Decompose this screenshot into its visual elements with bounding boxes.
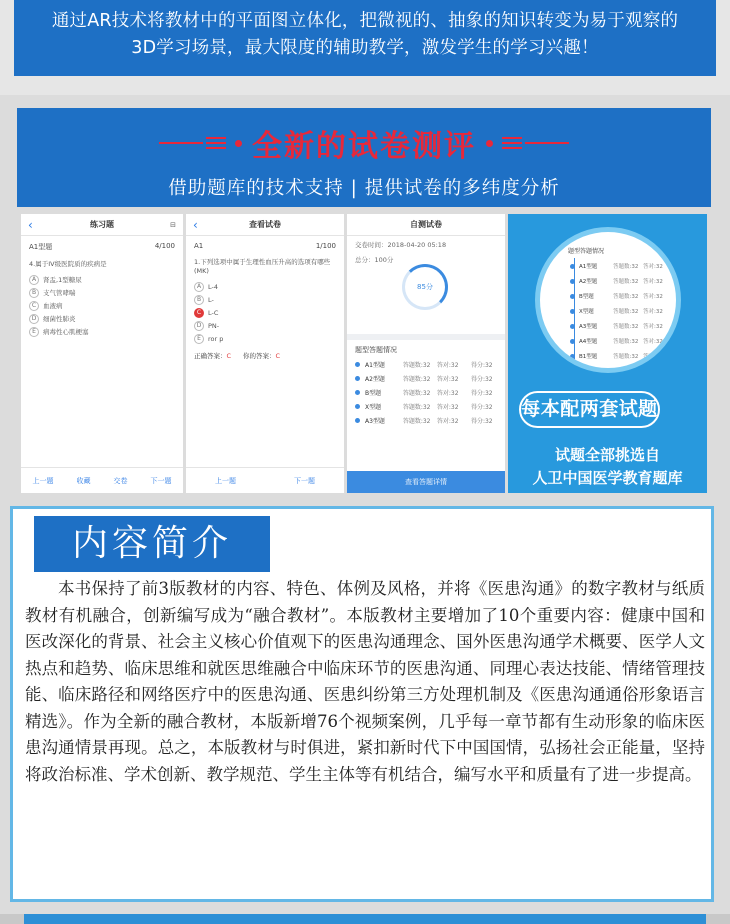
review-footer	[186, 467, 344, 493]
intro-box	[10, 506, 714, 902]
favorite-button[interactable]: 收藏	[76, 476, 91, 485]
exam-header	[17, 108, 711, 207]
table-row: A3型题 答题数:32 答对:32 得分:32	[347, 413, 505, 427]
result-date: 交卷时间：2018-04-20 05:18	[355, 241, 447, 249]
review-info-row	[186, 236, 344, 252]
review-option-d: D PN-	[186, 319, 344, 332]
list-item: A2型题 答题数:32 答对:32	[570, 275, 673, 287]
promo-panel	[508, 214, 707, 493]
ar-banner	[14, 0, 716, 76]
option-b[interactable]: B 支气管哮喘	[21, 286, 183, 299]
back-icon[interactable]: ‹	[193, 218, 198, 232]
your-answer: 你的答案：C	[243, 352, 281, 360]
intro-section	[0, 500, 730, 924]
list-item: B型题 答题数:32 答对:32	[570, 290, 673, 302]
answer-row	[186, 345, 344, 366]
correct-answer: 正确答案：C	[194, 352, 232, 360]
option-e[interactable]: E 病毒性心肌梗塞	[21, 325, 183, 338]
option-d[interactable]: D 细菌性肺炎	[21, 312, 183, 325]
prev-button[interactable]: 上一题	[32, 476, 54, 485]
review-option-list	[186, 280, 344, 345]
ar-banner-line1: 通过AR技术将教材中的平面图立体化，把微视的、抽象的知识转变为易于观察的	[51, 11, 679, 31]
submit-button[interactable]: 交卷	[113, 476, 128, 485]
list-item: A3型题 答题数:32 答对:32	[570, 320, 673, 332]
exam-section	[0, 95, 730, 500]
table-row: B型题 答题数:32 答对:32 得分:32	[347, 385, 505, 399]
intro-title: 内容简介	[34, 516, 270, 572]
review-next-button[interactable]: 下一题	[294, 476, 315, 485]
option-c[interactable]: C 血液病	[21, 299, 183, 312]
result-total: 总分：100分	[355, 256, 394, 264]
review-question: 1.下列选项中属于生理性血压升高的选项有哪些(MK)	[194, 258, 331, 275]
question-text: 4.属于IV级医院质的疾病是	[29, 260, 107, 268]
ar-banner-line2: 3D学习场景，最大限度的辅助教学，激发学生的学习兴趣！	[131, 38, 599, 58]
question-type: A1型题	[29, 243, 53, 251]
promo-line2: 人卫中国医学教育题库	[532, 469, 683, 487]
screenshot-row	[21, 214, 707, 493]
review-prev-button[interactable]: 上一题	[215, 476, 236, 485]
type-analysis	[347, 334, 505, 427]
exam-title: 全新的试卷测评	[252, 129, 476, 164]
promo-line1: 试题全部挑选自	[554, 446, 660, 464]
list-item: X型题 答题数:32 答对:32	[570, 305, 673, 317]
practice-header	[21, 214, 183, 236]
review-progress: 1/100	[315, 242, 336, 250]
table-row: X型题 答题数:32 答对:32 得分:32	[347, 399, 505, 413]
score-value: 85分	[417, 283, 433, 291]
bottom-banner-edge	[24, 914, 706, 924]
list-item: B1型题 答题数:32 答对:32	[570, 350, 673, 362]
list-item: A4型题 答题数:32 答对:32	[570, 335, 673, 347]
next-button[interactable]: 下一题	[150, 476, 172, 485]
analysis-title: 题型答题情况	[355, 346, 397, 354]
result-title: 自测试卷	[410, 220, 442, 229]
review-title: 查看试卷	[249, 220, 281, 229]
practice-screen	[21, 214, 183, 493]
title-decoration-left	[159, 137, 248, 149]
question-progress: 4/100	[154, 242, 175, 250]
intro-text: 本书保持了前3版教材的内容、特色、体例及风格，并将《医患沟通》的数字教材与纸质教材有机融合，创新编写成为“融合教材”。本版教材主要增加了10个重要内容：健康中国和医改深化的背景、社会主义核心价值观下的医患沟通理念、国外医患沟通学术概要、医学人文热点和趋势、临床思维和就医思维融合中临床环节的医患沟通、同理心表达技能、情绪管理技能、临床路径和网络医疗中的医患沟通、医患纠纷第三方处理机制及《医患沟通通俗形象语言精选》。作为全新的融合教材，本版新增76个视频案例，几乎每一章节都有生动形象的临床医患沟通情景再现。总之，本版教材与时俱进，紧扣新时代下中国国情，弘扬社会正能量，坚持将政治标准、学术创新、教学规范、学生主体等有机结合，编写水平和质量有了进一步提高。	[25, 579, 705, 784]
list-item: A1型题 答题数:32 答对:32	[570, 260, 673, 272]
review-option-c: C L-C	[186, 306, 344, 319]
menu-icon[interactable]: ⊟	[170, 221, 176, 229]
title-decoration-right	[480, 137, 569, 149]
table-row: A1型题 答题数:32 答对:32 得分:32	[347, 357, 505, 371]
review-option-e: E ror p	[186, 332, 344, 345]
score-gauge	[402, 264, 448, 310]
exam-title-row	[17, 121, 711, 165]
table-row: A2型题 答题数:32 答对:32 得分:32	[347, 371, 505, 385]
ar-section	[0, 0, 730, 95]
review-option-a: A L-4	[186, 280, 344, 293]
review-screen	[186, 214, 344, 493]
option-list	[21, 273, 183, 338]
review-type: A1	[194, 242, 204, 250]
practice-info-row	[21, 236, 183, 254]
review-option-b: B L-	[186, 293, 344, 306]
promo-pill: 每本配两套试题	[519, 391, 660, 428]
circle-title: 题型答题情况	[568, 248, 605, 255]
result-header	[347, 214, 505, 236]
zoom-circle	[535, 227, 681, 373]
practice-title: 练习题	[90, 220, 114, 229]
review-header	[186, 214, 344, 236]
view-details-button[interactable]: 查看答题详情	[347, 471, 505, 493]
option-a[interactable]: A 肾盂,1型糖尿	[21, 273, 183, 286]
exam-subtitle: 借助题库的技术支持 | 提供试卷的多纬度分析	[168, 178, 560, 199]
practice-footer	[21, 467, 183, 493]
back-icon[interactable]: ‹	[28, 218, 33, 232]
result-screen	[347, 214, 505, 493]
